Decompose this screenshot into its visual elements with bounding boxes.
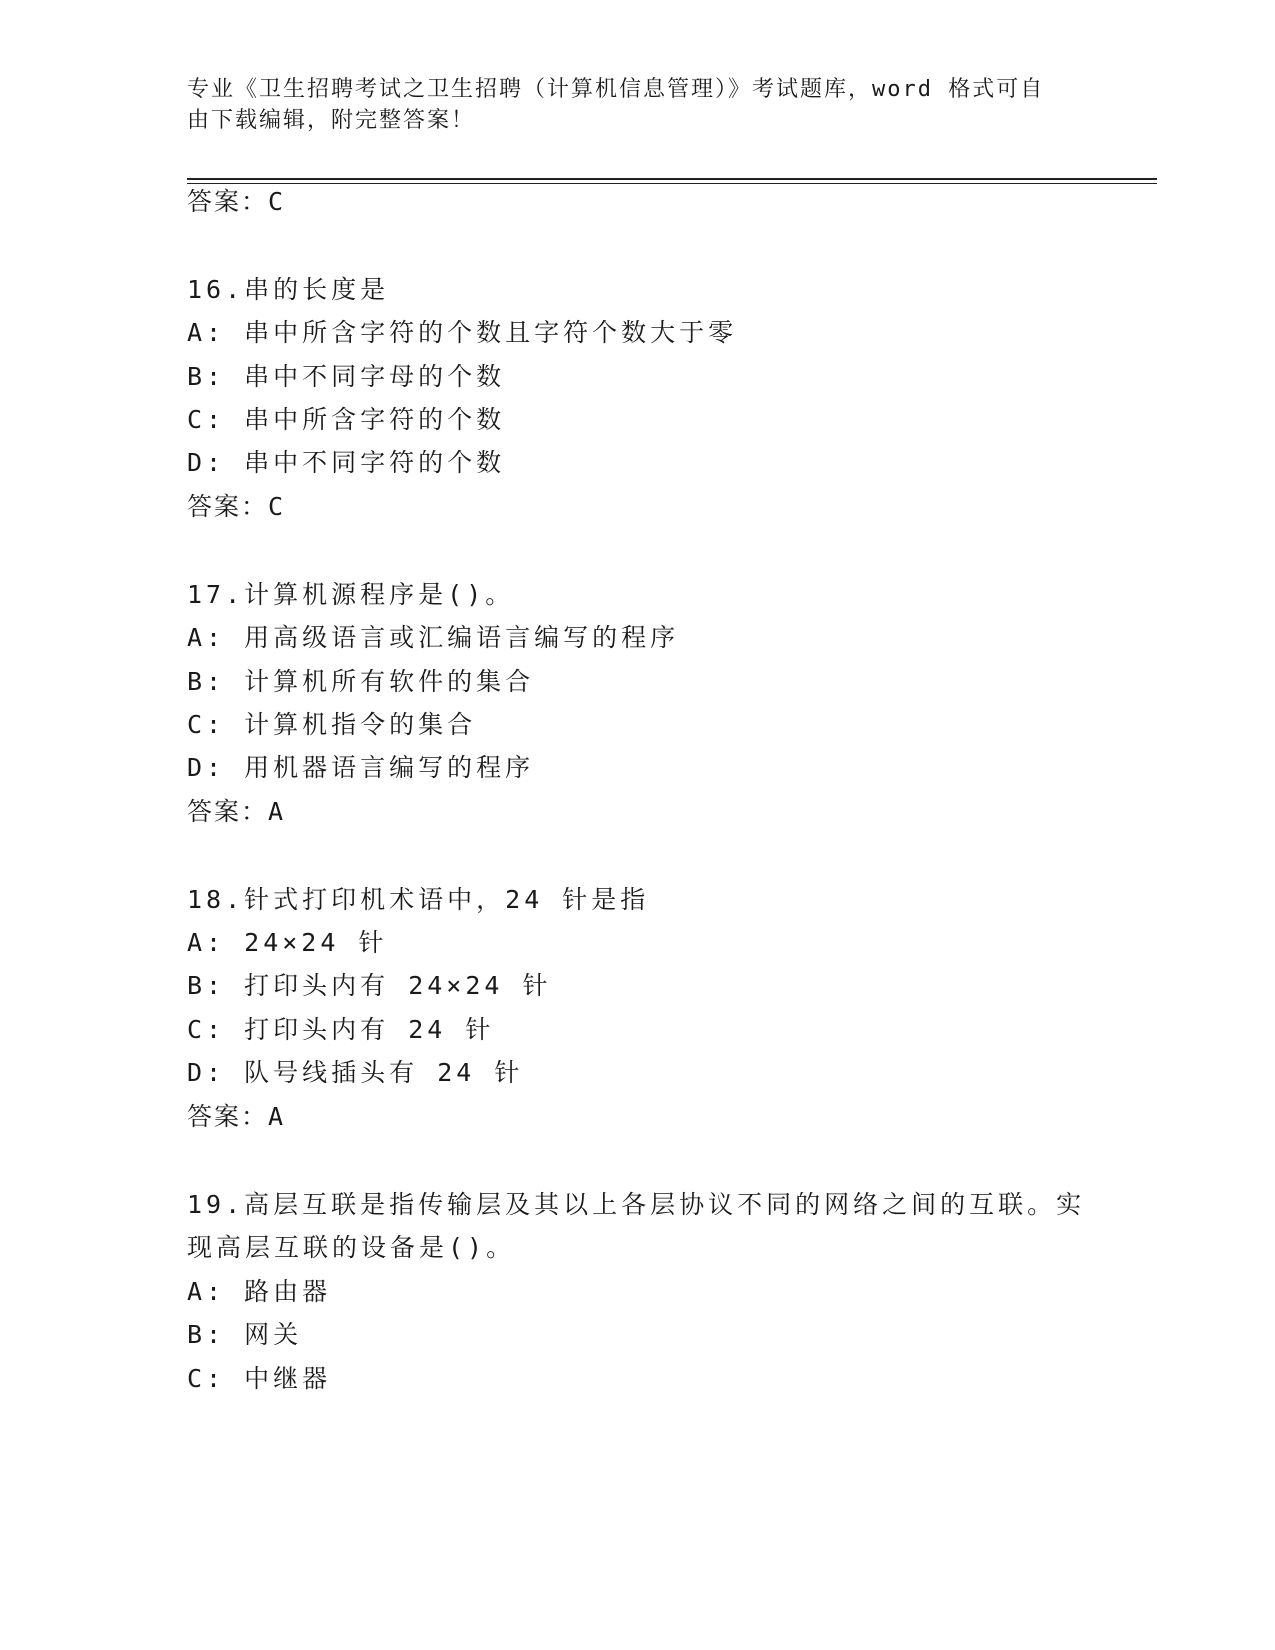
answer-label: 答案： [187,492,269,521]
question-17-option-b: B: 计算机所有软件的集合 [187,667,535,696]
question-16-option-d: D: 串中不同字符的个数 [187,448,506,477]
question-16-option-a: A: 串中所含字符的个数且字符个数大于零 [187,318,738,347]
answer-value: C [268,492,286,521]
answer-label: 答案： [187,187,269,216]
header-line-2: 由下载编辑，附完整答案！ [187,108,476,133]
question-16-stem: 16.串的长度是 [187,275,390,304]
answer-value: C [268,187,286,216]
question-19-stem-line-2: 现高层互联的设备是()。 [187,1233,516,1262]
prev-answer [187,186,285,218]
question-17-option-c: C: 计算机指令的集合 [187,710,477,739]
document-header [187,74,1087,136]
question-18-option-c: C: 打印头内有 24 针 [187,1015,495,1044]
question-17-option-a: A: 用高级语言或汇编语言编写的程序 [187,623,680,652]
question-16-answer [187,491,285,523]
answer-value: A [268,797,286,826]
question-18-stem: 18.针式打印机术语中，24 针是指 [187,885,650,914]
question-16-option-b: B: 串中不同字母的个数 [187,362,506,391]
question-18-option-b: B: 打印头内有 24×24 针 [187,971,552,1000]
question-19-option-a: A: 路由器 [187,1277,332,1306]
header-line-1: 专业《卫生招聘考试之卫生招聘（计算机信息管理）》考试题库，word 格式可自 [187,77,1045,102]
header-divider-thick [187,178,1157,180]
header-divider-thin [187,183,1157,184]
question-19-option-c: C: 中继器 [187,1364,332,1393]
question-16-option-c: C: 串中所含字符的个数 [187,405,506,434]
answer-value: A [268,1102,286,1131]
question-17-stem: 17.计算机源程序是()。 [187,580,515,609]
question-17-answer [187,796,285,828]
question-17-option-d: D: 用机器语言编写的程序 [187,753,535,782]
answer-label: 答案： [187,797,269,826]
question-19-stem-line-1: 19.高层互联是指传输层及其以上各层协议不同的网络之间的互联。实 [187,1190,1086,1219]
question-18-option-a: A: 24×24 针 [187,928,388,957]
answer-label: 答案： [187,1102,269,1131]
question-18-answer [187,1101,285,1133]
question-18-option-d: D: 队号线插头有 24 针 [187,1058,524,1087]
question-19-option-b: B: 网关 [187,1320,303,1349]
